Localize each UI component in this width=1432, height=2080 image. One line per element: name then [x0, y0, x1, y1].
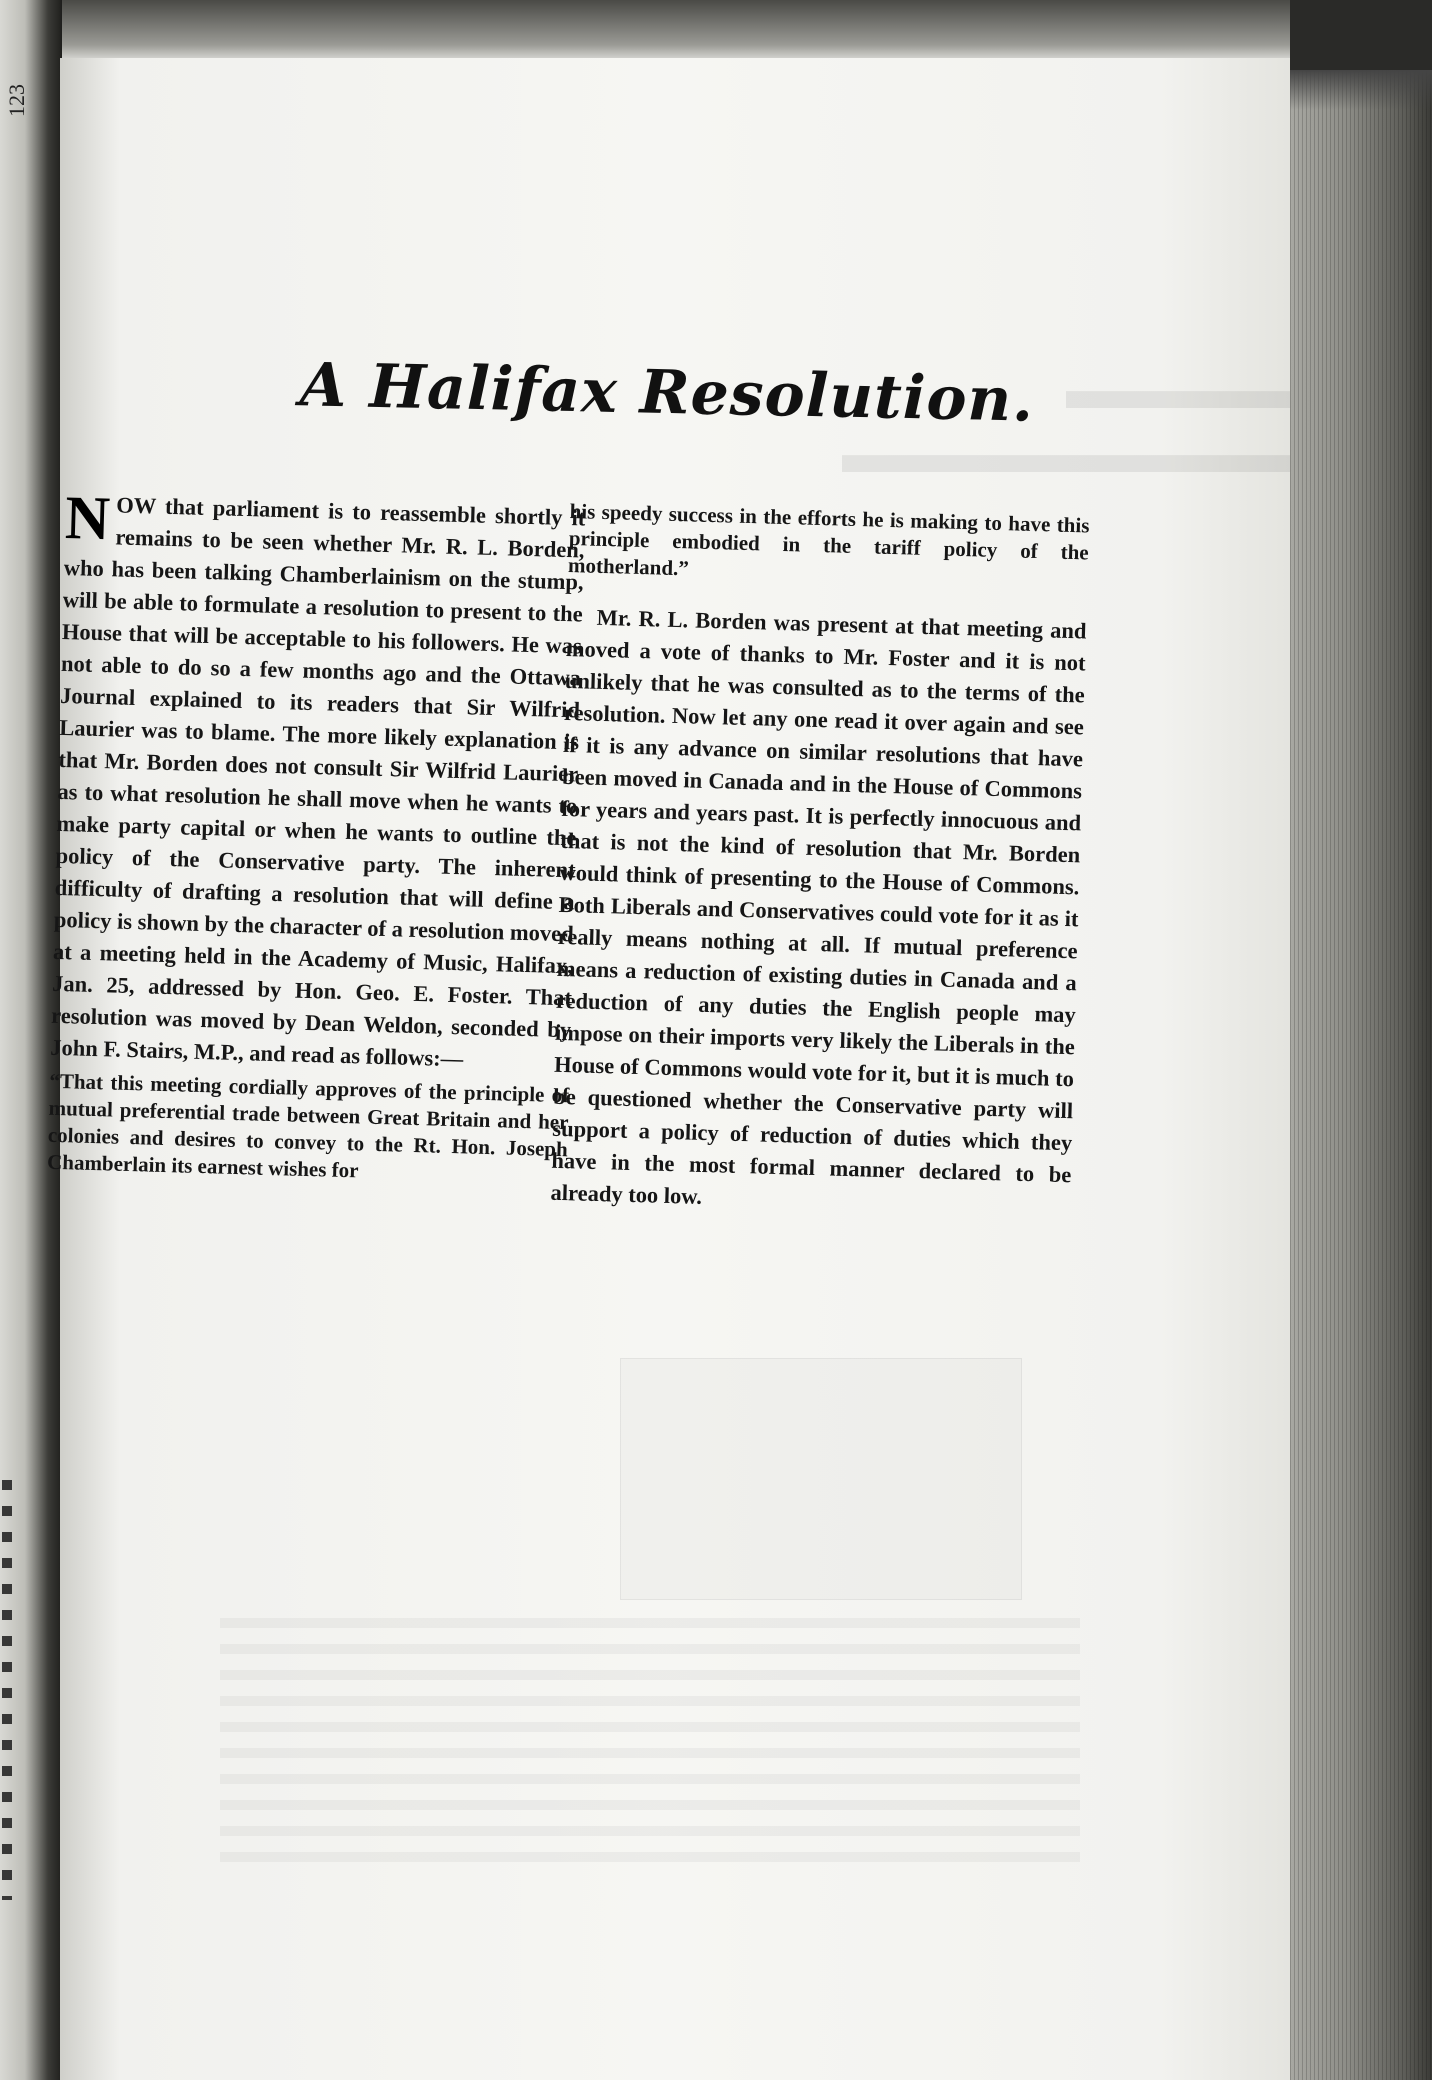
bleed-through-text: [220, 1618, 1080, 1878]
drop-cap: N: [64, 484, 111, 554]
article-column-right: [550, 498, 1090, 1223]
article-column-left: [46, 484, 586, 1190]
article-paragraph-1: [50, 484, 586, 1078]
article-paragraph-2: Mr. R. L. Borden was present at that meeting and moved a vote of thanks to Mr. Foster and it is not unlikely that he was consulted as to the terms of the resolution. Now let any one read it over again and see if it is any advance on similar resolutions that have been moved in Canada and in the House of Commons for years and years past. It is perfectly innocuous and that is not the kind of resolution that Mr. Borden would think of presenting to the House of Commons. Both Liberals and Conservatives could vote for it as it really means nothing at all. If mutual preference means a reduction of existing duties in Canada and a reduction of any duties the English people may impose on their imports very likely the Liberals in the House of Commons would vote for it, but it is much to be questioned whether the Conservative party will support a policy of reduction of duties which they have in the most formal manner declared to be already too low.: [550, 604, 1087, 1209]
bleed-through-heading: ▬▬▬▬ ▬▬▬▬▬▬▬▬: [842, 359, 1290, 485]
page-number: 123: [4, 84, 29, 117]
paragraph-1-text: OW that parliament is to reassemble shortly it remains to be seen whether Mr. R. L. Borden, who has been talking Chamberlainism on the stump, will be able to formulate a resolution to present to the House that will be acceptable to his followers. He was not able to do so a few months ago and the Ottawa Journal explained to its readers that Sir Wilfrid Laurier was to blame. The more likely explanation is that Mr. Borden does not consult Sir Wilfrid Laurier as to what resolution he shall move when he wants to make party capital or when he wants to outline the policy of the Conservative party. The inherent difficulty of drafting a resolution that will define a policy is shown by the character of a resolution moved at a meeting held in the Academy of Music, Halifax, Jan. 25, addressed by Hon. Geo. E. Foster. That resolution was moved by Dean Weldon, seconded by John F. Stairs, M.P., and read as follows:—: [50, 492, 586, 1072]
resolution-quote-end: his speedy success in the efforts he is making to have this principle embodied in the tariff policy of the motherland.”: [567, 498, 1090, 581]
article-title: A Halifax Resolution.: [299, 350, 1035, 436]
resolution-quote-start: “That this meeting cordially approves of the principle of mutual preferential trade between Great Britain and her colonies and desires to convey to the Rt. Hon. Joseph Chamberlain its earnest wishes for: [46, 1068, 570, 1183]
left-edge-marks: [2, 1480, 12, 1900]
top-shadow: [60, 0, 1290, 64]
book-page-edges: [1290, 70, 1432, 2080]
bleed-through-image: [620, 1358, 1022, 1600]
document-page: [46, 58, 1290, 2080]
